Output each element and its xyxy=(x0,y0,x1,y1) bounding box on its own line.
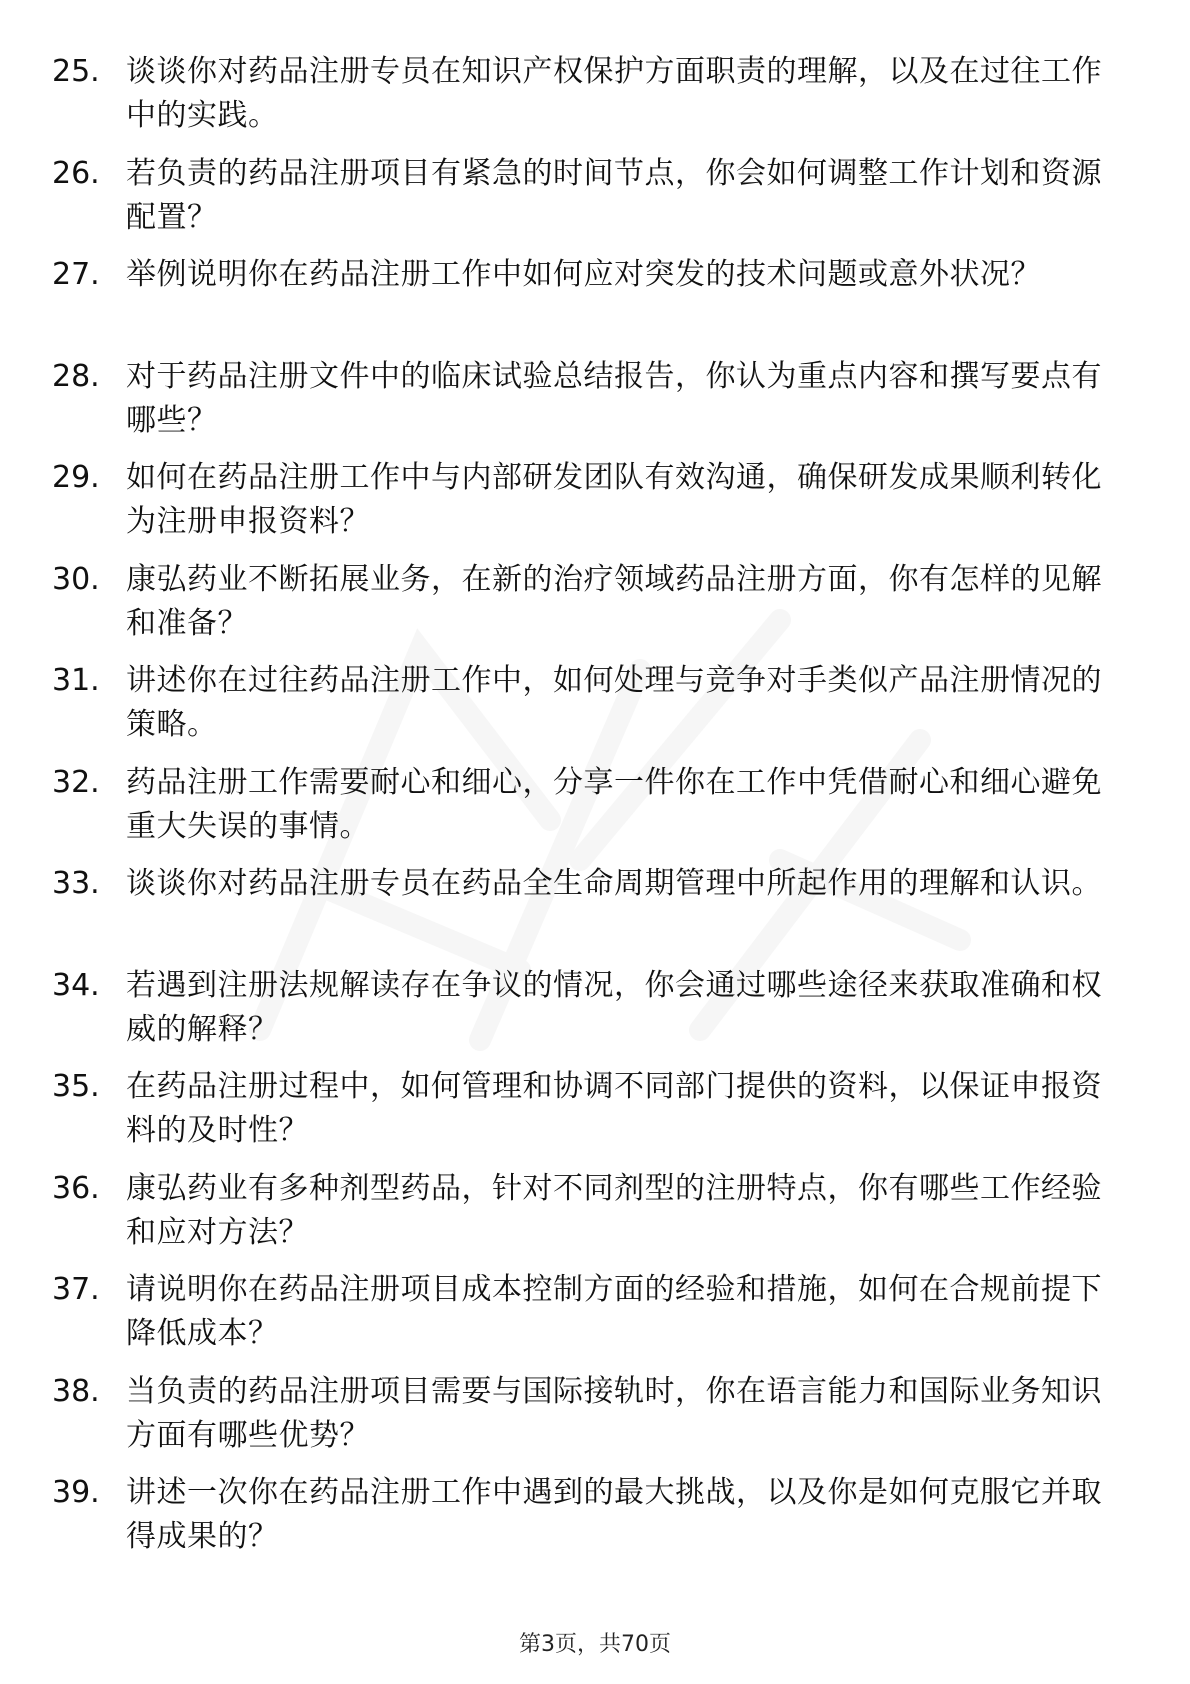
question-item xyxy=(52,50,1112,152)
question-item xyxy=(52,253,1112,355)
question-text: 讲述一次你在药品注册工作中遇到的最大挑战，以及你是如何克服它并取得成果的？ xyxy=(126,1475,1102,1554)
question-text: 谈谈你对药品注册专员在药品全生命周期管理中所起作用的理解和认识。 xyxy=(126,866,1102,901)
question-number: 35. xyxy=(52,1069,100,1104)
question-number: 25. xyxy=(52,54,100,89)
question-text: 如何在药品注册工作中与内部研发团队有效沟通，确保研发成果顺利转化为注册申报资料？ xyxy=(126,460,1102,539)
question-item xyxy=(52,761,1112,863)
question-text: 谈谈你对药品注册专员在知识产权保护方面职责的理解，以及在过往工作中的实践。 xyxy=(126,54,1102,133)
question-number: 36. xyxy=(52,1170,100,1206)
question-item xyxy=(52,456,1112,558)
question-list xyxy=(52,50,1112,1573)
question-text: 康弘药业有多种剂型药品，针对不同剂型的注册特点，你有哪些工作经验和应对方法？ xyxy=(126,1170,1102,1250)
question-item xyxy=(52,152,1112,254)
question-number: 34. xyxy=(52,967,100,1003)
question-item xyxy=(52,1065,1112,1167)
question-number: 31. xyxy=(52,663,100,698)
question-item xyxy=(52,558,1112,660)
question-text: 讲述你在过往药品注册工作中，如何处理与竞争对手类似产品注册情况的策略。 xyxy=(126,663,1102,742)
question-number: 27. xyxy=(52,257,100,292)
question-number: 33. xyxy=(52,866,100,901)
question-text: 药品注册工作需要耐心和细心，分享一件你在工作中凭借耐心和细心避免重大失误的事情。 xyxy=(126,764,1102,844)
question-text: 若遇到注册法规解读存在争议的情况，你会通过哪些途径来获取准确和权威的解释？ xyxy=(126,967,1102,1047)
question-text: 举例说明你在药品注册工作中如何应对突发的技术问题或意外状况？ xyxy=(126,257,1041,292)
question-item xyxy=(52,1471,1112,1573)
question-item xyxy=(52,355,1112,457)
question-text: 若负责的药品注册项目有紧急的时间节点，你会如何调整工作计划和资源配置？ xyxy=(126,155,1102,235)
page-footer: 第3页，共70页 xyxy=(519,1632,671,1657)
question-number: 38. xyxy=(52,1373,100,1409)
question-item xyxy=(52,1167,1112,1269)
question-text: 对于药品注册文件中的临床试验总结报告，你认为重点内容和撰写要点有哪些？ xyxy=(126,358,1102,438)
question-item xyxy=(52,862,1112,964)
question-text: 当负责的药品注册项目需要与国际接轨时，你在语言能力和国际业务知识方面有哪些优势？ xyxy=(126,1373,1102,1453)
question-item xyxy=(52,1268,1112,1370)
question-text: 请说明你在药品注册项目成本控制方面的经验和措施，如何在合规前提下降低成本？ xyxy=(126,1272,1102,1351)
question-item xyxy=(52,964,1112,1066)
question-number: 30. xyxy=(52,561,100,597)
question-number: 28. xyxy=(52,358,100,394)
question-item xyxy=(52,1370,1112,1472)
question-number: 37. xyxy=(52,1272,100,1307)
question-text: 在药品注册过程中，如何管理和协调不同部门提供的资料，以保证申报资料的及时性？ xyxy=(126,1069,1102,1148)
question-number: 32. xyxy=(52,764,100,800)
question-text: 康弘药业不断拓展业务，在新的治疗领域药品注册方面，你有怎样的见解和准备？ xyxy=(126,561,1102,641)
question-number: 39. xyxy=(52,1475,100,1510)
question-number: 29. xyxy=(52,460,100,495)
question-item xyxy=(52,659,1112,761)
question-number: 26. xyxy=(52,155,100,191)
